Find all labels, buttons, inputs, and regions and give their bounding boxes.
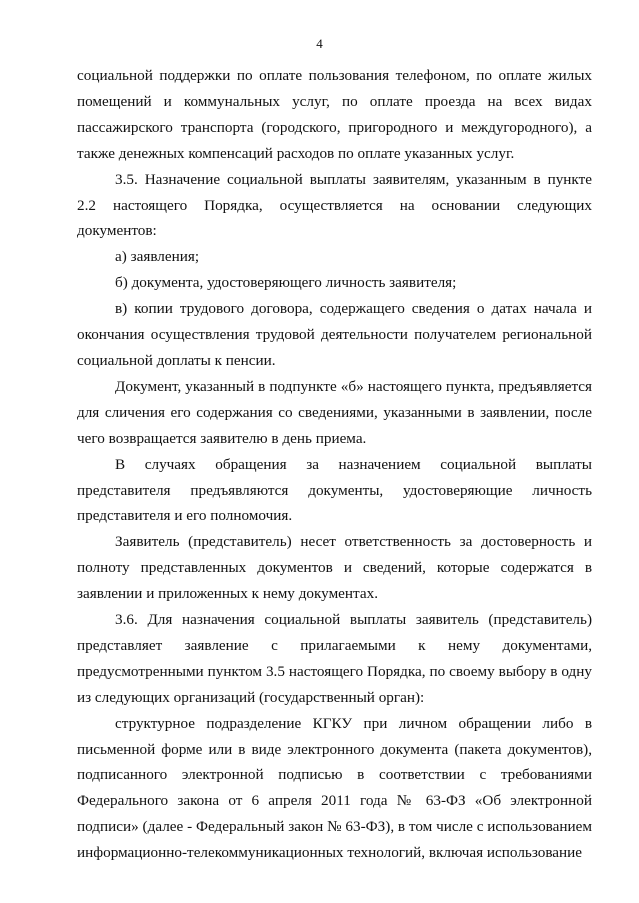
paragraph-responsibility: Заявитель (представитель) несет ответственность за достоверность и полноту представленных документов и сведений, которые содержатся в заявлении и приложенных к нему документах. [77,533,592,603]
paragraph-document-presentation: Документ, указанный в подпункте «б» настоящего пункта, предъявляется для сличения его содержания со сведениями, указанными в заявлении, после чего возвращается заявителю в день приема. [77,377,592,447]
page-number: 4 [316,36,323,51]
list-item-v: в) копии трудового договора, содержащего сведения о датах начала и окончания осуществления трудовой деятельности получателем региональной социальной доплаты к пенсии. [77,300,592,369]
paragraph-representative: В случаях обращения за назначением социальной выплаты представителя предъявляются документы, удостоверяющие личность представителя и его полномочия. [77,455,592,525]
paragraph-kgku: структурное подразделение КГКУ при личном обращении либо в письменной форме или в виде электронного документа (пакета документов), подписанного электронной подписью в соответствии с требованиями Федерального закона от 6 апреля 2011 года № 63-ФЗ «Об электронной подписи» (далее - Федеральный закон № 63-ФЗ), в том числе с использованием информационно-телекоммуникационных технологий, включая использование [77,714,592,862]
paragraph-3-5: 3.5. Назначение социальной выплаты заявителям, указанным в пункте 2.2 настоящего Порядка, осуществляется на основании следующих документов: [77,170,592,240]
paragraph-3-6: 3.6. Для назначения социальной выплаты заявитель (представитель) представляет заявление с прилагаемыми к нему документами, предусмотренными пунктом 3.5 настоящего Порядка, по своему выбору в одну из следующих организаций (государственный орган): [77,611,592,706]
document-body [77,63,592,866]
list-item-a: а) заявления; [115,248,200,266]
paragraph-continuation: социальной поддержки по оплате пользования телефоном, по оплате жилых помещений и коммунальных услуг, по оплате проезда на всех видах пассажирского транспорта (городского, пригородного и междугородного), а также денежных компенсаций расходов по оплате указанных услуг. [77,67,592,162]
list-item-b: б) документа, удостоверяющего личность заявителя; [115,274,457,292]
